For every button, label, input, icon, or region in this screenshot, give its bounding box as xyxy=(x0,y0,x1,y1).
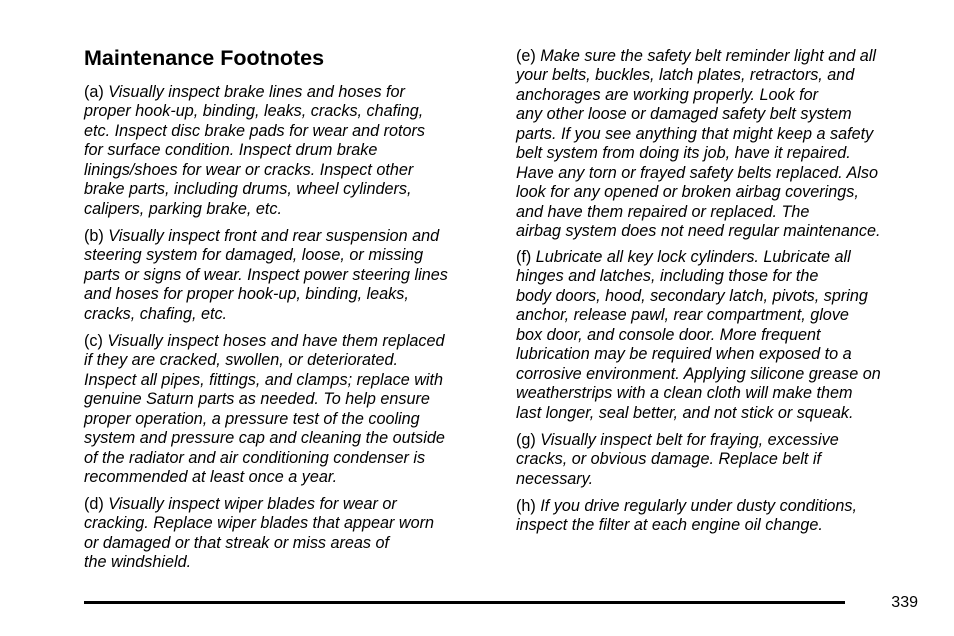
footnote-tag: (c) xyxy=(84,332,103,350)
page-number: 339 xyxy=(891,594,918,611)
footnote-line: parts. If you see anything that might keep a safety xyxy=(516,124,874,143)
footnote-line: cracks, or obvious damage. Replace belt if xyxy=(516,450,822,469)
footnote-line: anchor, release pawl, rear compartment, glove xyxy=(516,306,849,325)
footnote-line: for surface condition. Inspect drum brake xyxy=(84,141,378,160)
footnote-line: inspect the filter at each engine oil change. xyxy=(516,516,823,535)
footnote-line: and have them repaired or replaced. The xyxy=(516,202,810,221)
footnote-text: If you drive regularly under dusty conditions, xyxy=(540,497,858,515)
footnote-line: Have any torn or frayed safety belts replaced. Also xyxy=(516,163,879,182)
footnote-line xyxy=(84,83,425,102)
footnote-text: Make sure the safety belt reminder light and all xyxy=(540,47,876,65)
footnote-line: corrosive environment. Applying silicone grease on xyxy=(516,364,881,383)
footnote-line: proper hook-up, binding, leaks, cracks, chafing, xyxy=(84,102,424,121)
footnote-tag: (h) xyxy=(516,497,536,515)
footnote-line: anchorages are working properly. Look for xyxy=(516,85,819,104)
footnote-line: etc. Inspect disc brake pads for wear and rotors xyxy=(84,121,426,140)
footnote-line: genuine Saturn parts as needed. To help ensure xyxy=(84,390,430,409)
page-title: Maintenance Footnotes xyxy=(84,46,325,70)
footnote-tag: (a) xyxy=(84,83,104,101)
footnote-text: Lubricate all key lock cylinders. Lubricate all xyxy=(535,248,851,266)
footnote-line: of the radiator and air conditioning condenser is xyxy=(84,448,426,467)
footnote-line: linings/shoes for wear or cracks. Inspect other xyxy=(84,160,414,179)
footnote-line: Inspect all pipes, fittings, and clamps; replace with xyxy=(84,370,444,389)
footnote-line: last longer, seal better, and not stick or squeak. xyxy=(516,403,854,422)
footnote-line: hinges and latches, including those for the xyxy=(516,267,819,286)
footnote-f xyxy=(516,248,881,423)
footnote-line: if they are cracked, swollen, or deteriorated. xyxy=(84,351,399,370)
footnote-tag: (d) xyxy=(84,495,104,513)
footnote-text: Visually inspect front and rear suspension and xyxy=(108,227,440,245)
footnote-line: body doors, hood, secondary latch, pivots, spring xyxy=(516,286,868,305)
footnote-a xyxy=(84,83,425,219)
footnote-tag: (b) xyxy=(84,227,104,245)
footnote-line xyxy=(516,497,857,516)
footnote-text: Visually inspect hoses and have them replaced xyxy=(107,332,445,350)
footnote-line: weatherstrips with a clean cloth will make them xyxy=(516,384,853,403)
footnote-line: and hoses for proper hook-up, binding, leaks, xyxy=(84,285,409,304)
footer-rule xyxy=(84,601,845,604)
footnote-line: parts or signs of wear. Inspect power steering lines xyxy=(84,265,448,284)
footnote-line xyxy=(84,495,434,514)
footnote-g xyxy=(516,431,839,489)
footnote-line: airbag system does not need regular maintenance. xyxy=(516,222,881,241)
footnote-b xyxy=(84,227,448,324)
footnote-line: belt system from doing its job, have it repaired. xyxy=(516,144,851,163)
footnote-tag: (f) xyxy=(516,248,532,266)
footnote-line: look for any opened or broken airbag coverings, xyxy=(516,183,859,202)
footnote-d xyxy=(84,495,434,573)
footnote-line xyxy=(84,332,445,351)
footnote-line xyxy=(516,431,839,450)
footnote-line: or damaged or that streak or miss areas of xyxy=(84,533,390,552)
footnote-line: steering system for damaged, loose, or missing xyxy=(84,246,424,265)
footnote-line: proper operation, a pressure test of the cooling xyxy=(84,409,420,428)
footnote-line xyxy=(516,248,881,267)
footnote-line: lubrication may be required when exposed to a xyxy=(516,345,852,364)
footnote-line xyxy=(516,47,880,66)
footnote-line xyxy=(84,227,448,246)
footnote-line: any other loose or damaged safety belt system xyxy=(516,105,852,124)
footnote-text: Visually inspect belt for fraying, excessive xyxy=(540,431,839,449)
footnote-tag: (e) xyxy=(516,47,536,65)
footnote-line: recommended at least once a year. xyxy=(84,468,338,487)
footnote-text: Visually inspect brake lines and hoses for xyxy=(108,83,405,101)
footnote-h xyxy=(516,497,857,536)
footnote-line: the windshield. xyxy=(84,553,192,572)
footnote-line: system and pressure cap and cleaning the outside xyxy=(84,429,445,448)
footnote-line: brake parts, including drums, wheel cylinders, xyxy=(84,180,412,199)
footnote-line: calipers, parking brake, etc. xyxy=(84,199,282,218)
footnote-e xyxy=(516,47,880,242)
footnote-text: Visually inspect wiper blades for wear or xyxy=(108,495,397,513)
footnote-line: your belts, buckles, latch plates, retractors, and xyxy=(516,66,855,85)
footnote-tag: (g) xyxy=(516,431,536,449)
footnote-line: necessary. xyxy=(516,469,594,488)
footnote-line: box door, and console door. More frequent xyxy=(516,325,821,344)
footnote-line: cracks, chafing, etc. xyxy=(84,304,228,323)
footnote-line: cracking. Replace wiper blades that appear worn xyxy=(84,514,435,533)
footnote-c xyxy=(84,332,445,488)
